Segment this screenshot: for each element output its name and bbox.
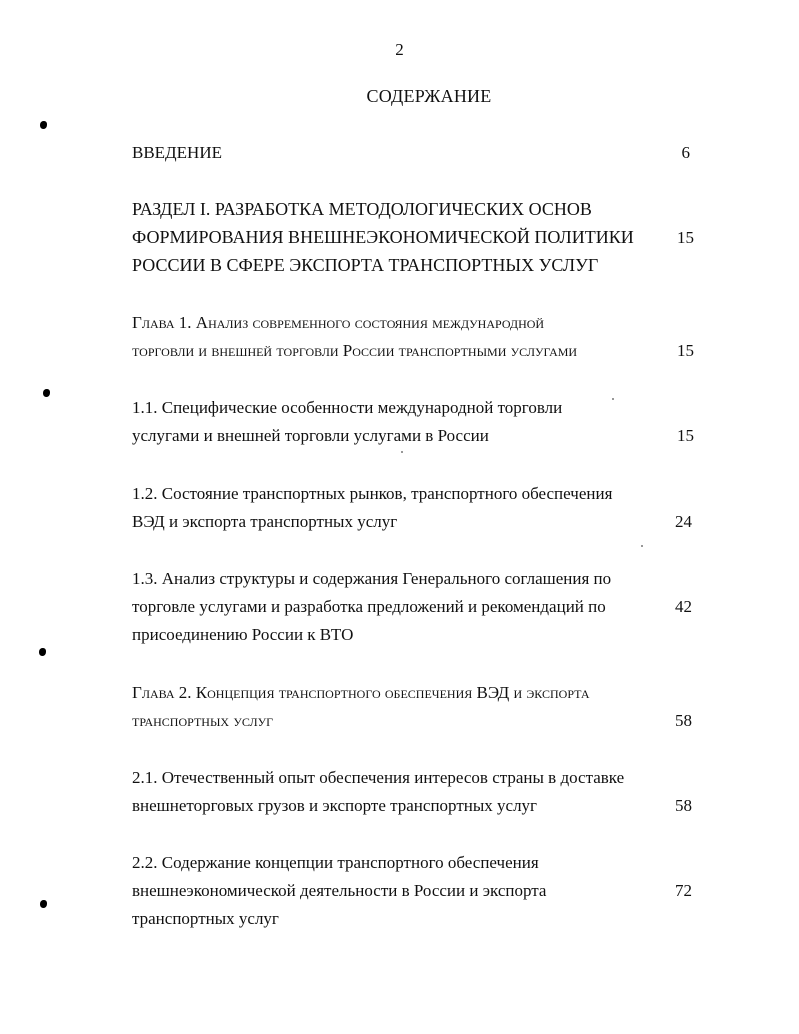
toc-page-number: 15	[677, 426, 694, 445]
toc-entry-2-1[interactable]	[132, 768, 652, 822]
toc-entry-line: присоединению России к ВТО	[132, 625, 354, 644]
toc-page-number: 42	[675, 597, 692, 616]
binder-hole-mark	[40, 121, 47, 129]
toc-entry-line: торговли и внешней торговли России транспортными услугами	[132, 341, 578, 360]
toc-page-number: 15	[677, 341, 694, 360]
toc-entry-line: 1.3. Анализ структуры и содержания Генерального соглашения по	[132, 569, 612, 588]
toc-page-number: 24	[675, 512, 692, 531]
toc-entry-1-2[interactable]	[132, 484, 652, 538]
toc-entry-line: 1.1. Специфические особенности международной торговли	[132, 398, 563, 417]
binder-hole-mark	[43, 389, 50, 397]
toc-page-number: 58	[675, 711, 692, 730]
binder-hole-mark	[39, 648, 46, 656]
toc-entry-line: Глава 2. Концепция транспортного обеспечения ВЭД и экспорта	[132, 683, 590, 702]
toc-page-number: 72	[675, 881, 692, 900]
toc-entry-title: ВВЕДЕНИЕ	[132, 143, 222, 162]
toc-entry-line: услугами и внешней торговли услугами в России	[132, 426, 489, 445]
toc-entry-line: транспортных услуг	[132, 909, 279, 928]
scan-speck	[641, 545, 643, 547]
toc-entry-line: 2.2. Содержание концепции транспортного обеспечения	[132, 853, 539, 872]
toc-entry-line: торговле услугами и разработка предложений и рекомендаций по	[132, 597, 606, 616]
toc-entry-line: Глава 1. Анализ современного состояния международной	[132, 313, 545, 332]
toc-entry-1-3[interactable]	[132, 569, 652, 651]
page-number: 2	[395, 40, 404, 59]
binder-hole-mark	[40, 900, 47, 908]
toc-entry-introduction[interactable]	[132, 143, 652, 165]
toc-entry-line: РОССИИ В СФЕРЕ ЭКСПОРТА ТРАНСПОРТНЫХ УСЛУГ	[132, 255, 599, 275]
toc-entry-section-1[interactable]	[132, 199, 652, 281]
toc-entry-chapter-1[interactable]	[132, 313, 652, 367]
page-title: СОДЕРЖАНИЕ	[366, 86, 492, 106]
toc-entry-chapter-2[interactable]	[132, 683, 652, 737]
toc-entry-line: внешнеэкономической деятельности в России и экспорта	[132, 881, 547, 900]
toc-entry-line: 1.2. Состояние транспортных рынков, транспортного обеспечения	[132, 484, 613, 503]
toc-page-number: 15	[677, 228, 694, 247]
toc-entry-line: ВЭД и экспорта транспортных услуг	[132, 512, 398, 531]
toc-entry-2-2[interactable]	[132, 853, 652, 935]
toc-page-number: 6	[681, 143, 690, 162]
toc-entry-line: транспортных услуг	[132, 711, 274, 730]
toc-page-number: 58	[675, 796, 692, 815]
toc-entry-line: ФОРМИРОВАНИЯ ВНЕШНЕЭКОНОМИЧЕСКОЙ ПОЛИТИКИ	[132, 227, 634, 247]
toc-entry-line: РАЗДЕЛ I. РАЗРАБОТКА МЕТОДОЛОГИЧЕСКИХ ОСНОВ	[132, 199, 592, 219]
toc-entry-1-1[interactable]	[132, 398, 652, 452]
toc-entry-line: внешнеторговых грузов и экспорте транспортных услуг	[132, 796, 538, 815]
toc-entry-line: 2.1. Отечественный опыт обеспечения интересов страны в доставке	[132, 768, 625, 787]
